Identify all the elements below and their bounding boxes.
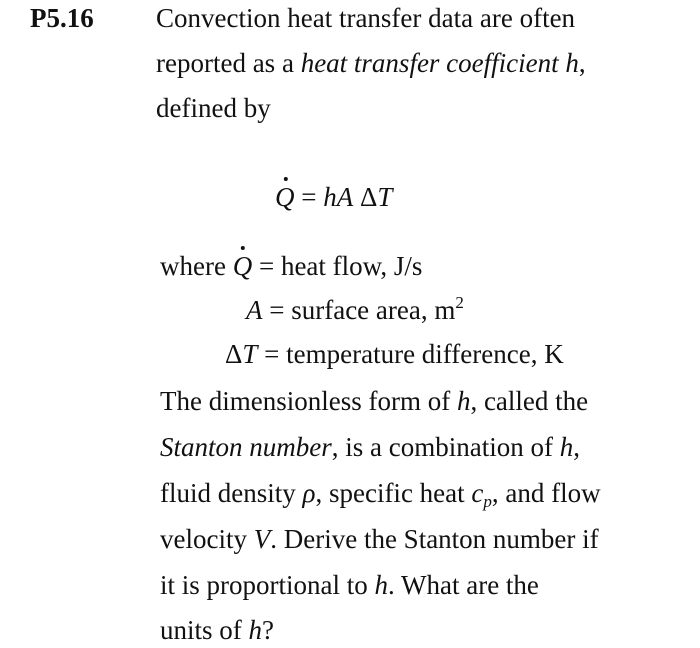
h-symbol: h <box>374 570 388 600</box>
temperature-difference-def: = temperature difference, K <box>257 339 564 369</box>
body-text: . What are the <box>387 570 539 600</box>
body-text: The dimensionless form of <box>160 386 457 416</box>
body-text: , <box>573 432 580 462</box>
intro-line-2 <box>156 47 586 79</box>
t-symbol-def: T <box>242 339 258 369</box>
intro-text: reported as a <box>156 48 301 78</box>
intro-line-3: defined by <box>156 93 271 123</box>
body-text: velocity <box>160 524 254 554</box>
v-symbol: V <box>253 524 271 554</box>
rho-symbol: ρ <box>302 478 316 508</box>
delta-symbol-def: Δ <box>225 339 243 369</box>
body-text: ? <box>262 615 274 645</box>
body-text: , is a combination of <box>331 432 560 462</box>
body-text: . Derive the Stanton number if <box>270 524 599 554</box>
a-symbol: A <box>246 295 263 325</box>
body-line-4 <box>160 523 599 555</box>
body-line-6 <box>160 614 274 646</box>
body-line-1 <box>160 385 588 417</box>
body-line-2 <box>160 431 580 463</box>
cp-symbol: c <box>471 478 484 508</box>
q-dot-symbol: Q <box>275 182 295 212</box>
body-text: , and flow <box>491 478 601 508</box>
h-symbol: h <box>559 432 574 462</box>
problem-number: P5.16 <box>30 3 94 33</box>
body-text: fluid density <box>160 478 303 508</box>
intro-line-1: Convection heat transfer data are often <box>156 3 576 33</box>
definition-surface-area <box>246 294 464 326</box>
term-heat-transfer-coefficient: heat transfer coefficient h <box>300 48 579 78</box>
t-symbol: T <box>377 182 393 212</box>
intro-comma: , <box>578 48 586 78</box>
surface-area-def: = surface area, m <box>262 295 456 325</box>
h-a-symbols: hA <box>323 182 354 212</box>
delta-symbol: Δ <box>353 182 378 212</box>
area-exponent: 2 <box>455 293 464 312</box>
cp-subscript: p <box>483 492 492 511</box>
definition-temperature-difference <box>225 338 564 370</box>
definition-heat-flow <box>160 250 422 282</box>
h-symbol: h <box>248 615 263 645</box>
equals-sign: = <box>294 182 324 212</box>
h-symbol: h <box>456 386 471 416</box>
term-stanton-number: Stanton number <box>160 432 332 462</box>
body-text: it is proportional to <box>160 570 375 600</box>
heat-flow-def: = heat flow, J/s <box>252 251 423 281</box>
where-label: where <box>160 251 233 281</box>
q-dot-symbol-def: Q <box>232 251 253 281</box>
body-text: units of <box>160 615 249 645</box>
body-line-5 <box>160 569 539 601</box>
main-equation <box>275 181 392 213</box>
body-text: , called the <box>470 386 589 416</box>
body-text: , specific heat <box>315 478 472 508</box>
body-line-3 <box>160 477 601 509</box>
